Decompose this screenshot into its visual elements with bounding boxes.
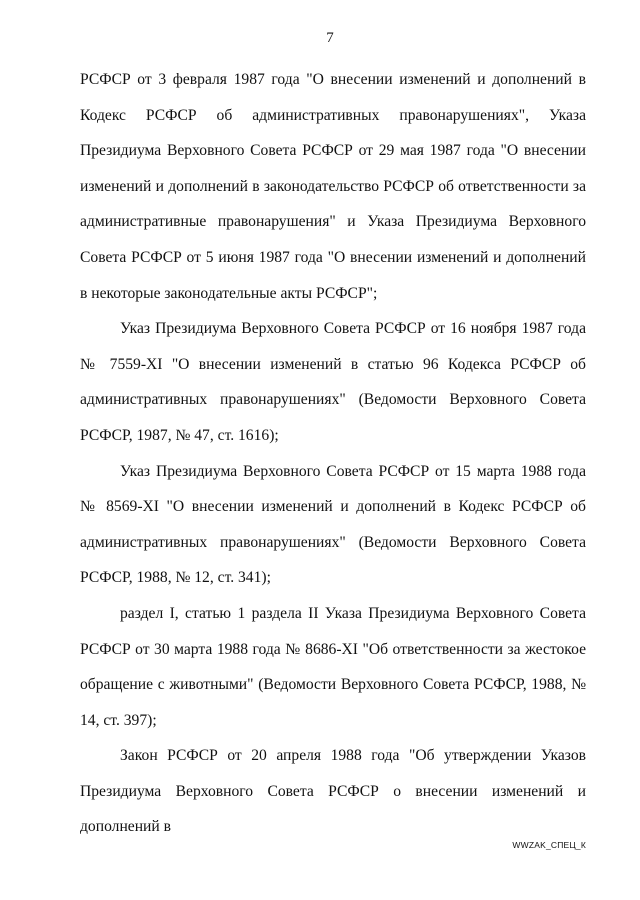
paragraph-decree-16-nov-1987: Указ Президиума Верховного Совета РСФСР от 16 ноября 1987 года № 7559-XI "О внесении изменений в статью 96 Кодекса РСФСР об административных правонарушениях" (Ведомости Верховного Совета РСФСР, 1987, № 47, ст. 1616);	[80, 320, 586, 444]
paragraph-decree-15-mar-1988: Указ Президиума Верховного Совета РСФСР от 15 марта 1988 года № 8569-XI "О внесении изменений и дополнений в Кодекс РСФСР об административных правонарушениях" (Ведомости Верховного Совета РСФСР, 1988, № 12, ст. 341);	[80, 462, 586, 587]
paragraph-law-20-apr-1988: Закон РСФСР от 20 апреля 1988 года "Об утверждении Указов Президиума Верховного Совета РСФСР о внесении изменений и дополнений в	[80, 747, 586, 836]
paragraph-continuation: РСФСР от 3 февраля 1987 года "О внесении изменений и дополнений в Кодекс РСФСР об административных правонарушениях", Указа Президиума Верховного Совета РСФСР от 29 мая 1987 года "О внесении изменений и дополнений в законодательство РСФСР об ответственности за административные правонарушения" и Указа Президиума Верховного Совета РСФСР от 5 июня 1987 года "О внесении изменений и дополнений в некоторые законодательные акты РСФСР";	[80, 71, 586, 302]
page-number: 7	[326, 30, 334, 46]
document-body	[80, 62, 586, 845]
footer-code: WWZAK_СПЕЦ_К	[512, 840, 586, 850]
paragraph-decree-30-mar-1988: раздел I, статью 1 раздела II Указа Президиума Верховного Совета РСФСР от 30 марта 1988 года № 8686-XI "Об ответственности за жестокое обращение с животными" (Ведомости Верховного Совета РСФСР, 1988, № 14, ст. 397);	[80, 604, 586, 729]
